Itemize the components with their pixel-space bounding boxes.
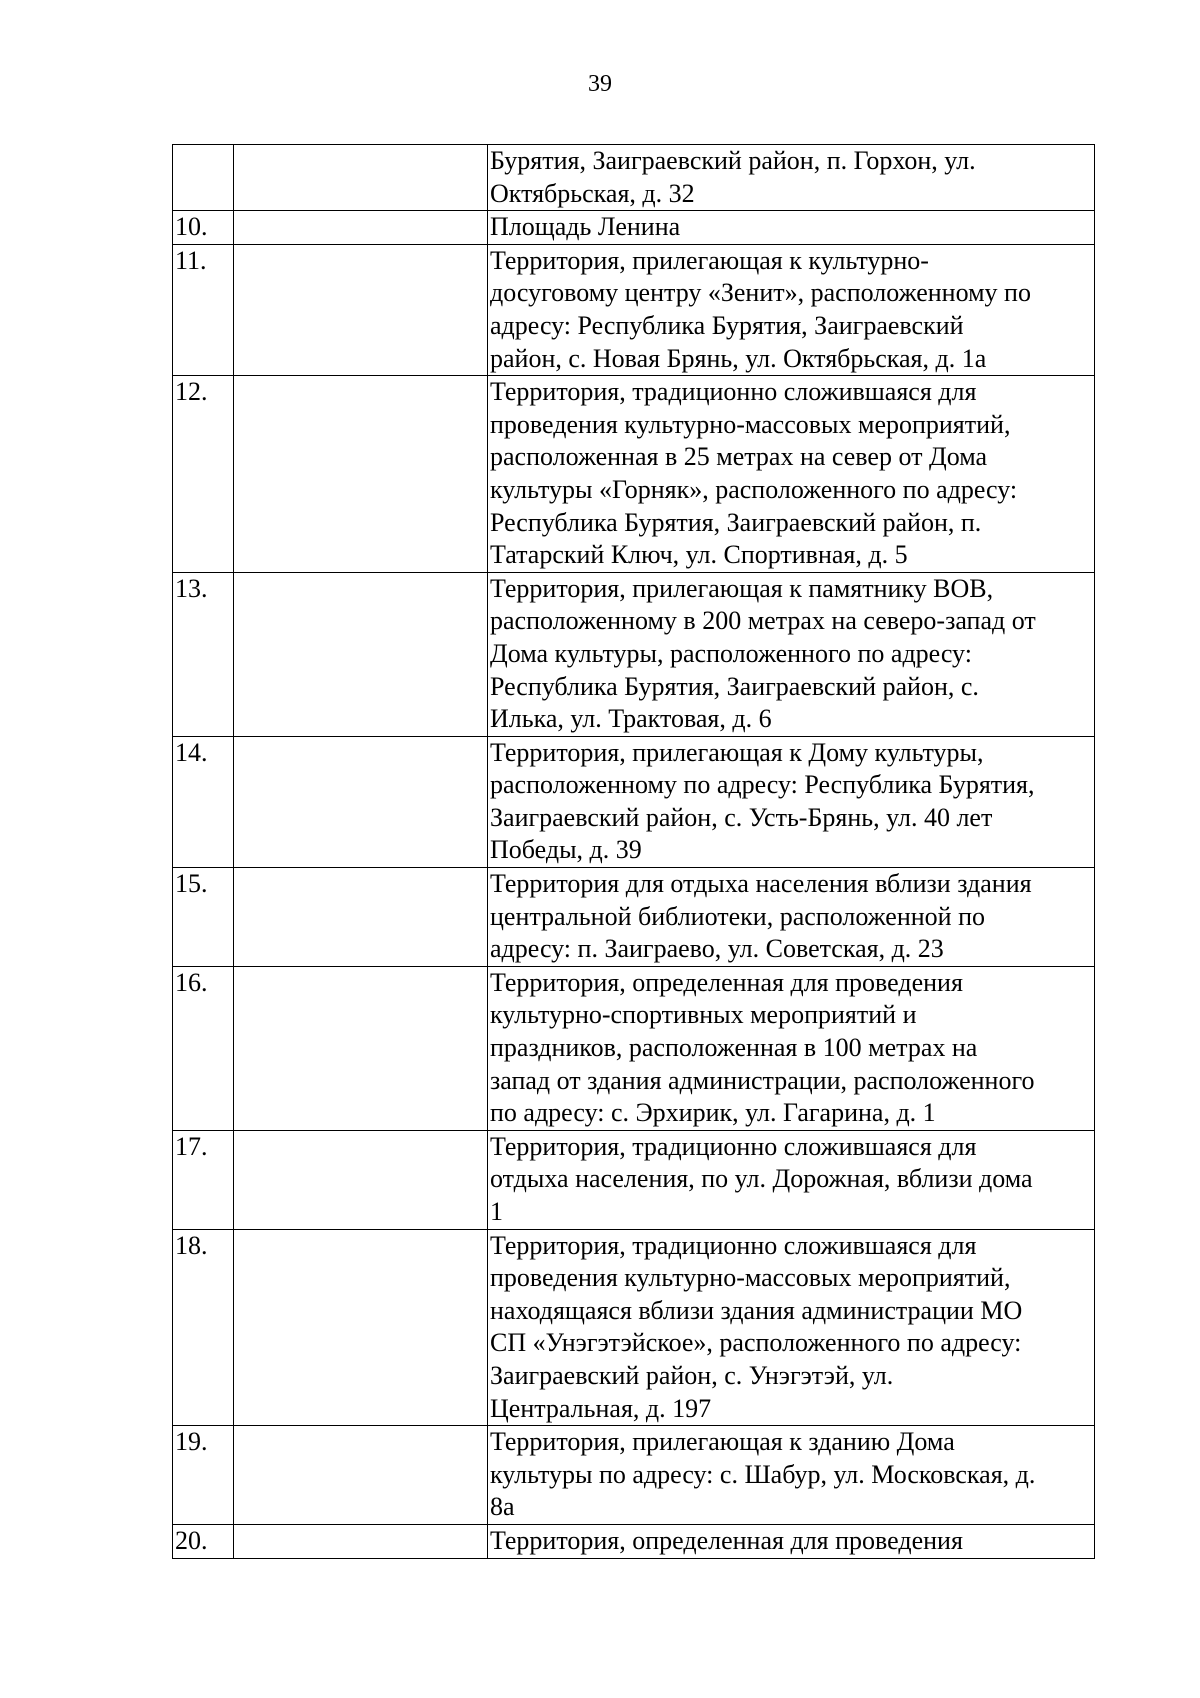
table-row bbox=[173, 376, 1095, 573]
row-description: Территория, определенная для проведения bbox=[488, 1524, 1095, 1558]
row-name bbox=[234, 868, 488, 967]
row-description: Бурятия, Заиграевский район, п. Горхон, ул. Октябрьская, д. 32 bbox=[488, 145, 1095, 211]
table-row bbox=[173, 736, 1095, 867]
table-row bbox=[173, 868, 1095, 967]
row-name bbox=[234, 1130, 488, 1229]
row-name bbox=[234, 376, 488, 573]
row-description: Территория, традиционно сложившаяся для отдыха населения, по ул. Дорожная, вблизи дома 1 bbox=[488, 1130, 1095, 1229]
row-description: Территория, определенная для проведения культурно-спортивных мероприятий и праздников, расположенная в 100 метрах на запад от здания администрации, расположенного по адресу: с. Эрхирик, ул. Гагарина, д. 1 bbox=[488, 966, 1095, 1130]
row-description: Территория, традиционно сложившаяся для проведения культурно-массовых мероприятий, расположенная в 25 метрах на север от Дома культуры «Горняк», расположенного по адресу: Республика Бурятия, Заиграевский район, п. Татарский Ключ, ул. Спортивная, д. 5 bbox=[488, 376, 1095, 573]
row-number: 11. bbox=[173, 244, 234, 375]
row-description: Площадь Ленина bbox=[488, 211, 1095, 245]
row-description: Территория, прилегающая к Дому культуры, расположенному по адресу: Республика Бурятия, Заиграевский район, с. Усть-Брянь, ул. 40 лет Победы, д. 39 bbox=[488, 736, 1095, 867]
row-number: 14. bbox=[173, 736, 234, 867]
row-number bbox=[173, 145, 234, 211]
row-name bbox=[234, 1524, 488, 1558]
table-row bbox=[173, 966, 1095, 1130]
row-name bbox=[234, 1229, 488, 1426]
row-description: Территория, прилегающая к зданию Дома культуры по адресу: с. Шабур, ул. Московская, д. 8а bbox=[488, 1426, 1095, 1525]
row-name bbox=[234, 244, 488, 375]
row-name bbox=[234, 1426, 488, 1525]
table-row bbox=[173, 244, 1095, 375]
table-row bbox=[173, 572, 1095, 736]
table-row bbox=[173, 211, 1095, 245]
row-name bbox=[234, 736, 488, 867]
table-row bbox=[173, 1426, 1095, 1525]
row-number: 12. bbox=[173, 376, 234, 573]
row-description: Территория, прилегающая к памятнику ВОВ, расположенному в 200 метрах на северо-запад от Дома культуры, расположенного по адресу: Республика Бурятия, Заиграевский район, с. Илька, ул. Трактовая, д. 6 bbox=[488, 572, 1095, 736]
locations-table bbox=[172, 144, 1095, 1559]
row-name bbox=[234, 966, 488, 1130]
row-number: 15. bbox=[173, 868, 234, 967]
table-row bbox=[173, 1130, 1095, 1229]
row-description: Территория, традиционно сложившаяся для проведения культурно-массовых мероприятий, находящаяся вблизи здания администрации МО СП «Унэгэтэйское», расположенного по адресу: Заиграевский район, с. Унэгэтэй, ул. Центральная, д. 197 bbox=[488, 1229, 1095, 1426]
row-description: Территория для отдыха населения вблизи здания центральной библиотеки, расположенной по адресу: п. Заиграево, ул. Советская, д. 23 bbox=[488, 868, 1095, 967]
row-number: 16. bbox=[173, 966, 234, 1130]
row-number: 18. bbox=[173, 1229, 234, 1426]
row-name bbox=[234, 145, 488, 211]
row-number: 19. bbox=[173, 1426, 234, 1525]
table-row bbox=[173, 145, 1095, 211]
row-number: 10. bbox=[173, 211, 234, 245]
row-number: 13. bbox=[173, 572, 234, 736]
row-name bbox=[234, 211, 488, 245]
row-number: 20. bbox=[173, 1524, 234, 1558]
table-row bbox=[173, 1229, 1095, 1426]
row-name bbox=[234, 572, 488, 736]
page-number: 39 bbox=[588, 71, 612, 97]
row-number: 17. bbox=[173, 1130, 234, 1229]
table-row bbox=[173, 1524, 1095, 1558]
row-description: Территория, прилегающая к культурно- досуговому центру «Зенит», расположенному по адресу: Республика Бурятия, Заиграевский район, с. Новая Брянь, ул. Октябрьская, д. 1а bbox=[488, 244, 1095, 375]
